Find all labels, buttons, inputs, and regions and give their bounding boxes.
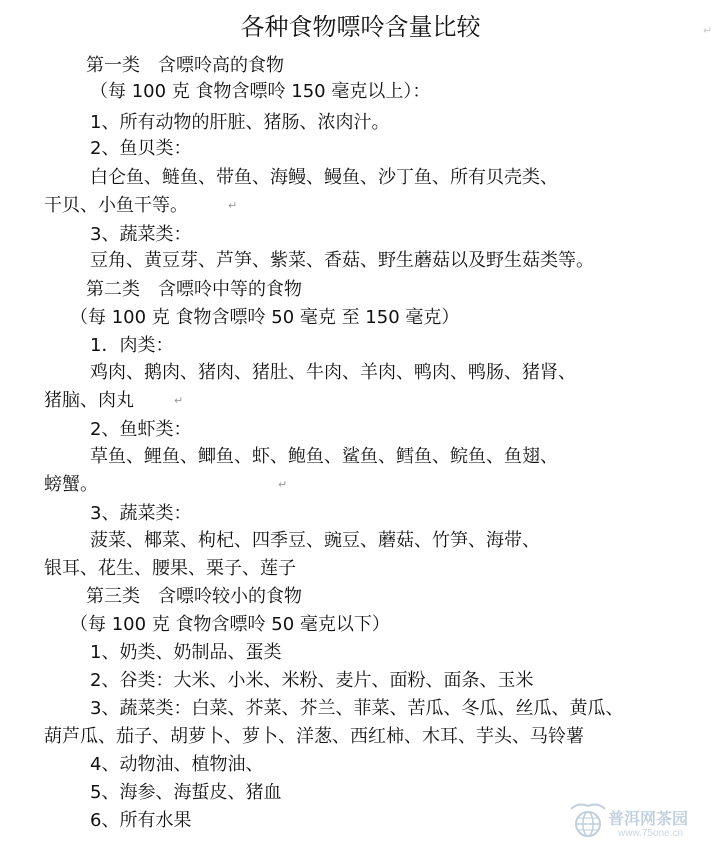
text-line: 菠菜、椰菜、枸杞、四季豆、豌豆、蘑菇、竹笋、海带、	[90, 530, 540, 551]
text-line: 1．肉类：	[90, 335, 174, 356]
text-line: 第二类 含嘌呤中等的食物	[86, 279, 302, 300]
watermark-url: www.75one.cn	[618, 828, 684, 839]
text-line: 3、蔬菜类：	[90, 224, 192, 245]
text-line	[44, 193, 237, 219]
line-text: 螃蟹。	[44, 474, 98, 495]
text-line: 鸡肉、鹅肉、猪肉、猪肚、牛肉、羊肉、鸭肉、鸭肠、猪肾、	[90, 362, 576, 383]
text-line: 3、蔬菜类：	[90, 503, 192, 524]
text-line: （每 100 克 食物含嘌呤 50 毫克以下）	[70, 614, 390, 635]
text-line: 2、鱼虾类：	[90, 419, 192, 440]
text-line: 4、动物油、植物油、	[90, 754, 264, 775]
globe-logo-icon	[568, 800, 608, 840]
text-line: 草鱼、鲤鱼、鲫鱼、虾、鲍鱼、鲨鱼、鳕鱼、鲩鱼、鱼翅、	[90, 446, 558, 467]
text-line: 3、蔬菜类：白菜、芥菜、芥兰、菲菜、苦瓜、冬瓜、丝瓜、黄瓜、	[90, 698, 624, 719]
text-line: 1、所有动物的肝脏、猪肠、浓肉汁。	[90, 112, 390, 133]
text-line: 第一类 含嘌呤高的食物	[86, 55, 284, 76]
return-mark-icon: ↵	[278, 478, 288, 491]
text-line: 银耳、花生、腰果、栗子、莲子	[44, 558, 296, 579]
text-line	[44, 472, 287, 498]
text-line: 豆角、黄豆芽、芦笋、紫菜、香菇、野生蘑菇以及野生菇类等。	[90, 250, 594, 271]
text-line: 5、海参、海蜇皮、猪血	[90, 782, 282, 803]
text-line	[44, 388, 183, 414]
line-text: 干贝、小鱼干等。	[44, 195, 188, 216]
document-title: 各种食物嘌呤含量比较	[240, 13, 481, 41]
text-line: 葫芦瓜、茄子、胡萝卜、萝卜、洋葱、西红柿、木耳、芋头、马铃薯	[44, 726, 584, 747]
text-line: 第三类 含嘌呤较小的食物	[86, 586, 302, 607]
site-watermark	[568, 800, 718, 844]
text-line: 6、所有水果	[90, 810, 192, 831]
watermark-brand: 普洱网茶园	[608, 809, 689, 828]
text-line: 2、鱼贝类：	[90, 138, 192, 159]
return-mark-icon: ↵	[228, 199, 238, 212]
text-line: 2、谷类：大米、小米、米粉、麦片、面粉、面条、玉米	[90, 670, 534, 691]
text-line: （每 100 克 食物含嘌呤 150 毫克以上）：	[90, 81, 431, 102]
text-line: （每 100 克 食物含嘌呤 50 毫克 至 150 毫克）	[70, 307, 460, 328]
text-line: 1、奶类、奶制品、蛋类	[90, 642, 282, 663]
line-text: 猪脑、肉丸	[44, 390, 134, 411]
text-line: 白仑鱼、鲢鱼、带鱼、海鳗、鳗鱼、沙丁鱼、所有贝壳类、	[90, 167, 558, 188]
corner-mark: ↵	[703, 24, 713, 37]
return-mark-icon: ↵	[174, 394, 184, 407]
